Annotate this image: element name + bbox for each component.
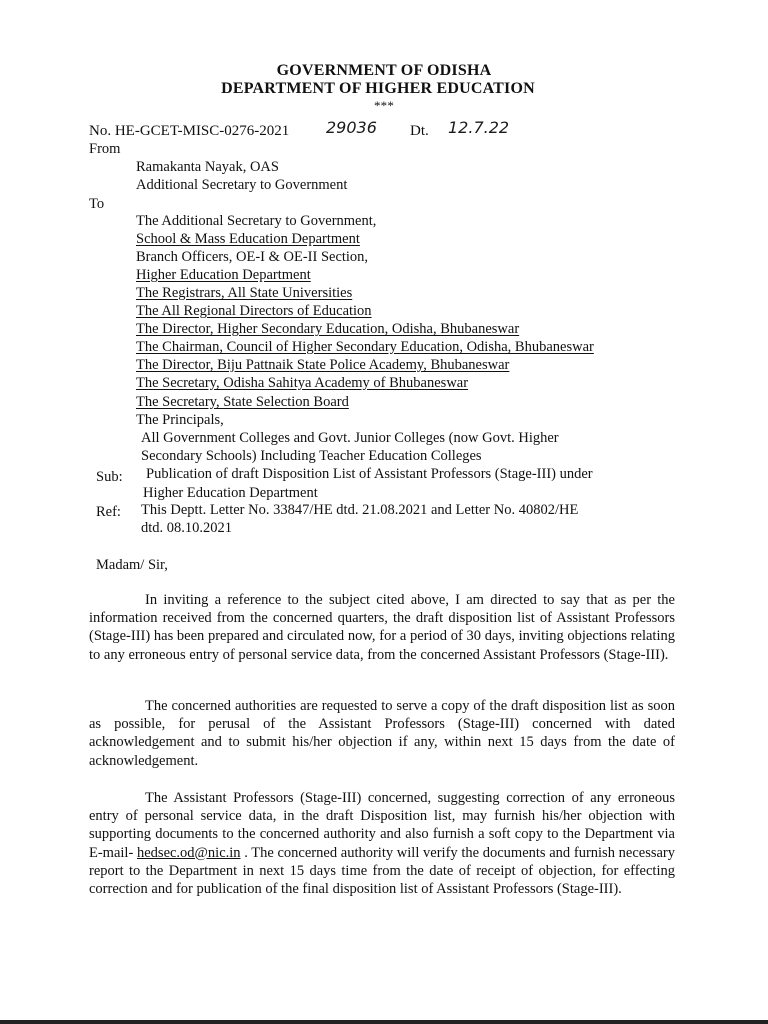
contact-email-link[interactable]: hedsec.od@nic.in <box>136 844 241 861</box>
heading-stars: *** <box>373 98 395 113</box>
recipient-line: Secondary Schools) Including Teacher Education Colleges <box>141 448 482 464</box>
recipient-line: School & Mass Education Department <box>136 231 360 247</box>
body-paragraph-1: In inviting a reference to the subject cited above, I am directed to say that as per the information received from the concerned quarters, the draft disposition list of Assistant Professors (Stage-III) has been prepared and circulated now, for a period of 30 days, inviting objections relating to any erroneous entry of personal service data, from the concerned Assistant Professors (Stage-III). <box>89 592 675 663</box>
reference-label: Ref: <box>96 504 121 520</box>
letter-number: No. HE-GCET-MISC-0276-2021 <box>89 123 290 139</box>
recipient-line: The Secretary, State Selection Board <box>136 394 349 410</box>
recipient-line: Branch Officers, OE-I & OE-II Section, <box>136 249 369 265</box>
recipient-line: The Director, Biju Pattnaik State Police Academy, Bhubaneswar <box>136 357 510 373</box>
department-heading: DEPARTMENT OF HIGHER EDUCATION <box>221 80 535 97</box>
recipient-line: Higher Education Department <box>136 267 311 283</box>
subject-label: Sub: <box>96 469 123 485</box>
from-label: From <box>89 141 121 157</box>
paragraph-3-text-end: . The concerned authority will verify the documents and furnish necessary report to the Department in next 15 days time from the date of receipt of objection, for effecting correction and for publication of the final disposition list of Assistant Professors (Stage-III). <box>89 844 675 898</box>
reference-line: dtd. 08.10.2021 <box>141 520 233 536</box>
recipient-line: The Chairman, Council of Higher Secondary Education, Odisha, Bhubaneswar <box>136 339 594 355</box>
subject-line: Higher Education Department <box>143 485 318 501</box>
body-paragraph-2: The concerned authorities are requested to serve a copy of the draft disposition list as soon as possible, for perusal of the Assistant Professors (Stage-III) concerned with dated acknowledgement and to submit his/her objection if any, within next 15 days from the date of acknowledgement. <box>89 698 675 769</box>
handwritten-letter-number: 29036 <box>326 118 377 137</box>
recipient-line: The Additional Secretary to Government, <box>136 213 377 229</box>
reference-line: This Deptt. Letter No. 33847/HE dtd. 21.08.2021 and Letter No. 40802/HE <box>141 502 579 518</box>
date-label: Dt. <box>410 123 429 139</box>
to-label: To <box>89 196 105 212</box>
body-paragraph-3 <box>89 789 675 898</box>
recipient-line: The Secretary, Odisha Sahitya Academy of Bhubaneswar <box>136 375 469 391</box>
subject-line: Publication of draft Disposition List of Assistant Professors (Stage-III) under <box>146 466 593 482</box>
scan-bottom-edge <box>0 1020 768 1024</box>
recipient-line: The All Regional Directors of Education <box>136 303 372 319</box>
sender-name: Ramakanta Nayak, OAS <box>136 159 279 175</box>
salutation: Madam/ Sir, <box>96 557 168 573</box>
sender-designation: Additional Secretary to Government <box>136 177 348 193</box>
recipient-line: All Government Colleges and Govt. Junior Colleges (now Govt. Higher <box>141 430 559 446</box>
recipient-line: The Director, Higher Secondary Education, Odisha, Bhubaneswar <box>136 321 520 337</box>
recipient-line: The Registrars, All State Universities <box>136 285 353 301</box>
recipient-line: The Principals, <box>136 412 224 428</box>
handwritten-date: 12.7.22 <box>448 118 510 137</box>
government-heading: GOVERNMENT OF ODISHA <box>276 62 492 79</box>
paragraph-3-text-start: The Assistant Professors (Stage-III) concerned, suggesting correction of any erroneous entry of personal service data, in the draft Disposition list, may furnish his/her objection with supporting documents to the concerned authority and also furnish a soft copy to the Department via E-mail- <box>89 790 675 861</box>
